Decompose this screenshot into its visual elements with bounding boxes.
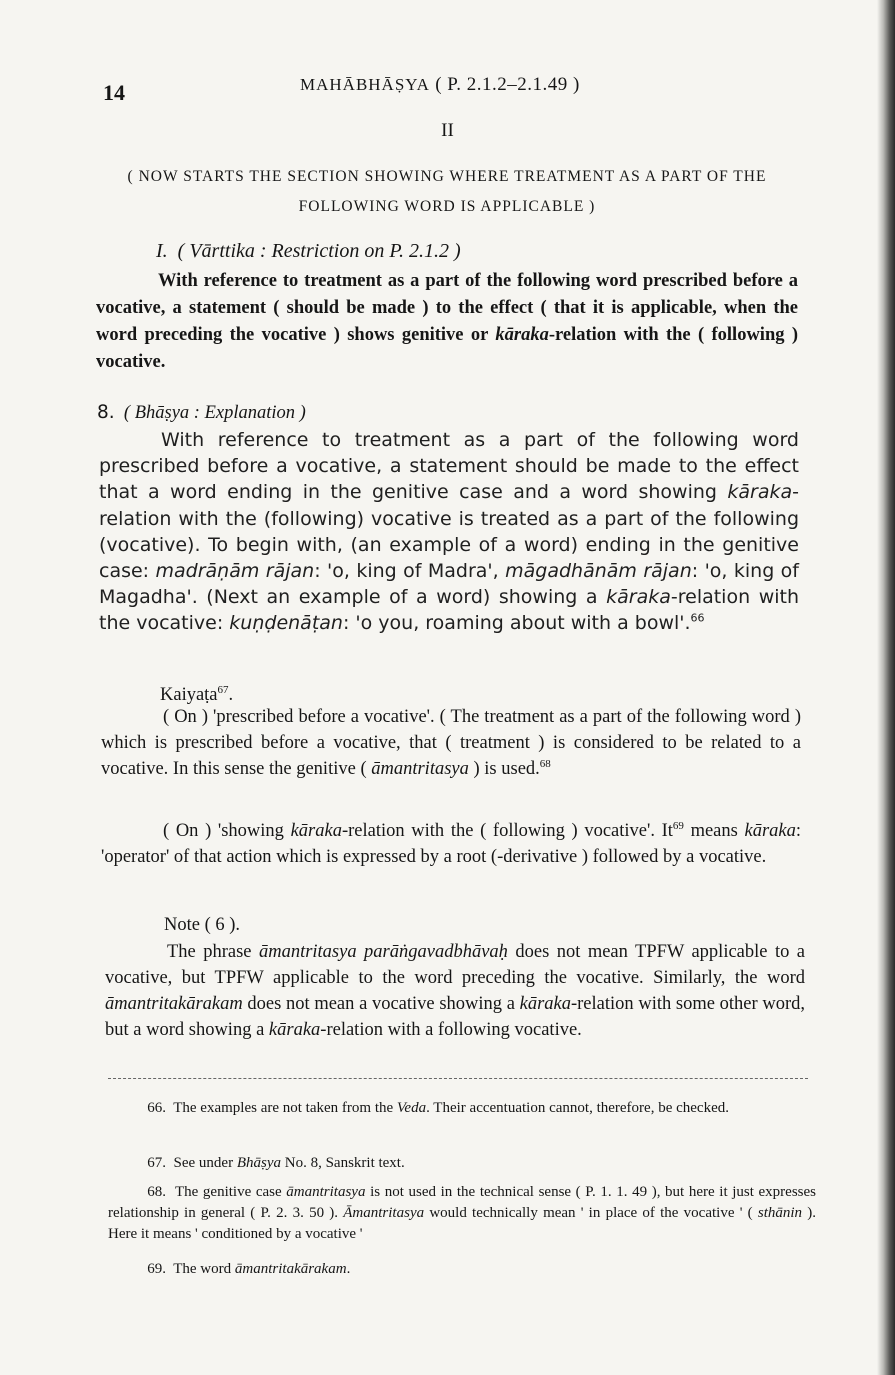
footnote-divider (108, 1078, 808, 1079)
section-caption-line-1: ( NOW STARTS THE SECTION SHOWING WHERE TREATMENT AS A PART OF THE (127, 168, 767, 185)
bhasya-heading-number: 8. (97, 402, 115, 423)
running-title: MAHĀBHĀṢYA (300, 75, 430, 94)
bhasya-heading: 8. ( Bhāṣya : Explanation ) (97, 402, 306, 423)
footnote-66: 66. The examples are not taken from the Veda. Their accentuation cannot, therefore, be checked. (147, 1100, 729, 1116)
varttika-heading: I. ( Vārttika : Restriction on P. 2.1.2 ) (156, 240, 461, 262)
varttika-text: With reference to treatment as a part of the following word prescribed before a vocative, a statement ( should be made ) to the effect ( that it is applicable, when the word preceding the vocative ) shows genitive or kāraka-relation with the ( following ) vocative. (96, 271, 799, 372)
varttika-heading-rest: : Restriction on P. 2.1.2 (259, 240, 449, 262)
footnote-68: 68. The genitive case āmantritasya is not used in the technical sense ( P. 1. 1. 49 ), but here it just expresses relationship in general ( P. 2. 3. 50 ). Āmantritasya would technically mean ' in place of the vocative ' ( sthānin ). Here it means ' conditioned by a vocative ' (108, 1184, 817, 1242)
note-paragraph: The phrase āmantritasya parāṅgavadbhāvaḥ does not mean TPFW applicable to a vocative, but TPFW applicable to the word preceding the vocative. Similarly, the word āmantritakārakam does not mean a vocative showing a kāraka-relation with some other word, but a word showing a kāraka-relation with a following vocative. (105, 942, 805, 1040)
kaiyata-label: Kaiyaṭa$^{67}$. (160, 683, 234, 705)
bhasya-heading-rest: : Explanation (193, 403, 296, 423)
bhasya-paragraph: With reference to treatment as a part of the following word prescribed before a vocative, a statement should be made to the effect that a word ending in the genitive case and a word showing kāraka-relation with the (following) vocative is treated as a part of the following (vocative). To begin with, (an example of a word) ending in the genitive case: madrāṇām rājan: 'o, king of Madra', māgadhānām rājan: 'o, king of Magadha'. (Next an example of a word) showing a kāraka-relation with the vocative: kuṇḍenāṭan: 'o you, roaming about with a bowl'.$^{66}$ (99, 429, 799, 635)
varttika-heading-number: I. (156, 240, 168, 262)
section-numeral: II (441, 120, 454, 141)
running-reference: ( P. 2.1.2–2.1.49 ) (435, 74, 580, 95)
varttika-heading-label: Vārttika (189, 240, 255, 262)
kaiyata-paragraph-1: ( On ) 'prescribed before a vocative'. ( The treatment as a part of the following word ) which is prescribed before a vocative, that ( treatment ) is considered to be related to a vocative. In this sense the genitive ( āmantritasya ) is used.$^{68}$ (101, 707, 801, 779)
section-caption-line-2: FOLLOWING WORD IS APPLICABLE ) (298, 198, 596, 215)
footnote-ref-68: 68 (539, 757, 551, 770)
kaiyata-paragraph-2: ( On ) 'showing kāraka-relation with the ( following ) vocative'. It$^{69}$ means kāraka: 'operator' of that action which is expressed by a root (-derivative ) followed by a vocative. (101, 819, 801, 867)
note-heading: Note ( 6 ). (164, 915, 241, 935)
page-binding-edge (877, 0, 895, 1375)
bhasya-heading-label: Bhāṣya (134, 403, 190, 423)
footnote-69: 69. The word āmantritakārakam. (147, 1261, 351, 1277)
running-header (300, 74, 580, 96)
footnote-ref-67: 67 (217, 683, 229, 696)
page-number: 14 (103, 80, 125, 105)
footnote-ref-66: 66 (690, 612, 705, 626)
footnote-67: 67. See under Bhāṣya No. 8, Sanskrit text. (147, 1155, 405, 1171)
footnote-ref-69: 69 (672, 819, 684, 832)
